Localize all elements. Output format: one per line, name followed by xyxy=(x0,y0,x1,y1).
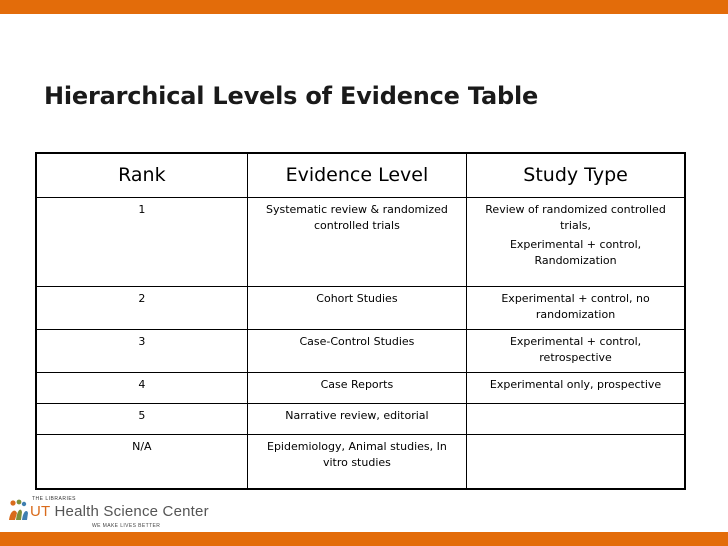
evidence-level-cell: Cohort Studies xyxy=(247,286,466,329)
evidence-level-cell: Narrative review, editorial xyxy=(247,403,466,434)
rank-cell: 2 xyxy=(36,286,247,329)
column-header-evidence-level: Evidence Level xyxy=(247,153,466,197)
table-row xyxy=(36,403,685,434)
table-row xyxy=(36,329,685,372)
evidence-level-cell: Systematic review & randomized controlled trials xyxy=(247,197,466,286)
table-row xyxy=(36,286,685,329)
table-header-row xyxy=(36,153,685,197)
study-type-cell xyxy=(467,197,685,286)
study-type-text: Review of randomized controlled trials, xyxy=(485,202,666,232)
study-type-cell: Experimental + control, no randomization xyxy=(467,286,685,329)
evidence-level-cell: Case-Control Studies xyxy=(247,329,466,372)
evidence-level-cell: Case Reports xyxy=(247,372,466,403)
ut-health-science-center-logo xyxy=(8,496,208,534)
study-type-cell xyxy=(467,434,685,489)
study-type-cell: Experimental only, prospective xyxy=(467,372,685,403)
bottom-accent-bar xyxy=(0,532,728,546)
top-accent-bar xyxy=(0,0,728,14)
evidence-table xyxy=(35,152,686,490)
logo-libraries-text: THE LIBRARIES xyxy=(32,496,77,502)
rank-cell: 4 xyxy=(36,372,247,403)
table-row xyxy=(36,197,685,286)
study-type-cell xyxy=(467,403,685,434)
column-header-rank: Rank xyxy=(36,153,247,197)
page-title: Hierarchical Levels of Evidence Table xyxy=(44,82,539,110)
study-type-cell: Experimental + control, retrospective xyxy=(467,329,685,372)
rank-cell: N/A xyxy=(36,434,247,489)
table-row xyxy=(36,434,685,489)
evidence-level-cell: Epidemiology, Animal studies, In vitro studies xyxy=(247,434,466,489)
table-row xyxy=(36,372,685,403)
study-type-text: Experimental + control, Randomization xyxy=(509,237,642,267)
rank-cell: 5 xyxy=(36,403,247,434)
people-logo-icon xyxy=(8,499,28,521)
rank-cell: 3 xyxy=(36,329,247,372)
logo-institution-name: UT Health Science Center xyxy=(30,503,209,520)
rank-cell: 1 xyxy=(36,197,247,286)
logo-tagline: WE MAKE LIVES BETTER xyxy=(92,523,161,529)
column-header-study-type: Study Type xyxy=(467,153,685,197)
